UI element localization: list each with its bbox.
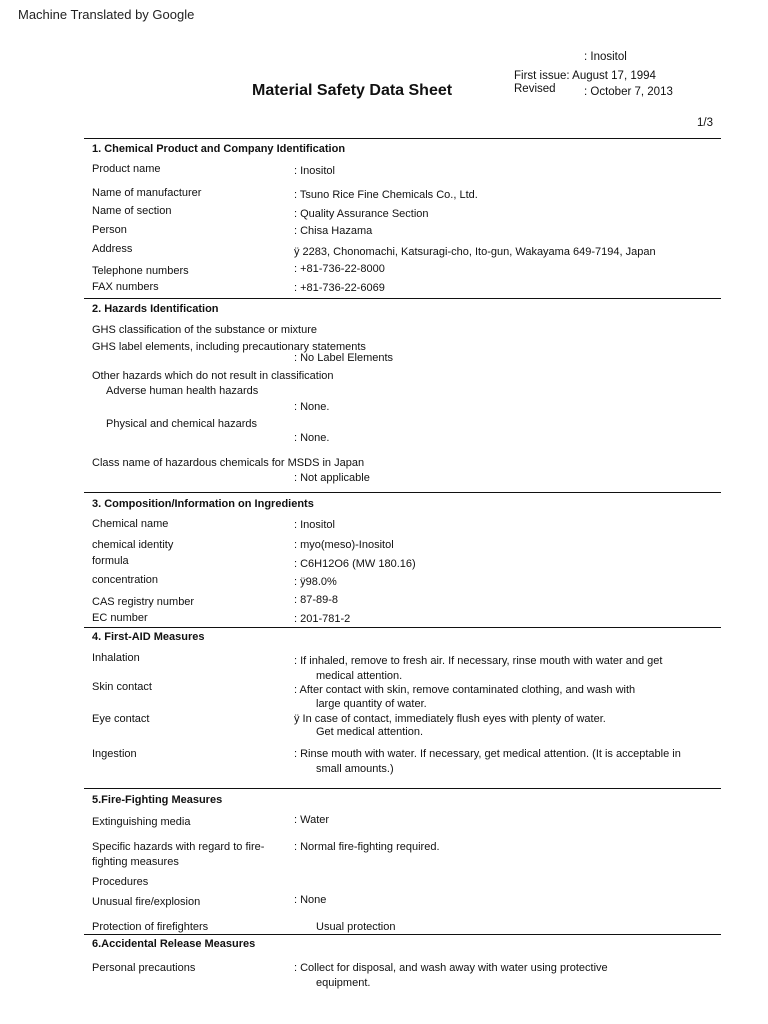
section-4-title: 4. First-AID Measures (92, 631, 205, 643)
firefighter-protection-label: Protection of firefighters (92, 921, 209, 933)
section-divider (84, 138, 721, 139)
chemical-name-value: : Inositol (294, 519, 335, 531)
section-divider (84, 298, 721, 299)
first-issue-date: First issue: August 17, 1994 (514, 70, 656, 82)
extinguishing-media-label: Extinguishing media (92, 816, 191, 828)
adverse-health-label: Adverse human health hazards (106, 385, 259, 397)
chemical-identity-label: chemical identity (92, 539, 174, 551)
telephone-label: Telephone numbers (92, 265, 189, 277)
page-title: Material Safety Data Sheet (252, 82, 453, 99)
cas-number-value: : 87-89-8 (294, 594, 339, 606)
extinguishing-media-value: : Water (294, 814, 330, 826)
section-divider (84, 492, 721, 493)
firefighter-protection-value: Usual protection (316, 921, 396, 933)
inhalation-value: : If inhaled, remove to fresh air. If necessary, rinse mouth with water and get (294, 655, 663, 667)
ghs-classification-label: GHS classification of the substance or mixture (92, 324, 317, 336)
eye-contact-value: ÿ In case of contact, immediately flush eyes with plenty of water. (294, 713, 606, 725)
product-name-value: : Inositol (294, 165, 335, 177)
page-number: 1/3 (697, 117, 713, 129)
personal-precautions-value: : Collect for disposal, and wash away with water using protective (294, 962, 608, 974)
section-2-title: 2. Hazards Identification (92, 303, 219, 315)
section-name-label: Name of section (92, 205, 172, 217)
physical-chemical-value: : None. (294, 432, 330, 444)
msds-class-label: Class name of hazardous chemicals for MSDS in Japan (92, 457, 365, 469)
fax-label: FAX numbers (92, 281, 159, 293)
fax-value: : +81-736-22-6069 (294, 282, 385, 294)
skin-contact-label: Skin contact (92, 681, 152, 693)
chemical-identity-value: : myo(meso)-Inositol (294, 539, 394, 551)
skin-contact-value: : After contact with skin, remove contaminated clothing, and wash with (294, 684, 636, 696)
ec-number-value: : 201-781-2 (294, 613, 351, 625)
other-hazards-label: Other hazards which do not result in classification (92, 370, 334, 382)
inhalation-value-cont: medical attention. (316, 670, 403, 682)
header-product-name: : Inositol (584, 51, 627, 63)
ingestion-value: : Rinse mouth with water. If necessary, get medical attention. (It is acceptable in (294, 748, 681, 760)
eye-contact-value-cont: Get medical attention. (316, 726, 424, 738)
address-label: Address (92, 243, 133, 255)
manufacturer-label: Name of manufacturer (92, 187, 202, 199)
adverse-health-value: : None. (294, 401, 330, 413)
concentration-label: concentration (92, 574, 159, 586)
personal-precautions-value-cont: equipment. (316, 977, 371, 989)
ingestion-value-cont: small amounts.) (316, 763, 394, 775)
personal-precautions-label: Personal precautions (92, 962, 196, 974)
unusual-fire-label: Unusual fire/explosion (92, 896, 201, 908)
ghs-label-elements-label: GHS label elements, including precautionary statements (92, 341, 366, 353)
formula-value: : C6H12O6 (MW 180.16) (294, 558, 416, 570)
ingestion-label: Ingestion (92, 748, 137, 760)
person-value: : Chisa Hazama (294, 225, 373, 237)
concentration-value: : ÿ98.0% (294, 576, 337, 588)
chemical-name-label: Chemical name (92, 518, 169, 530)
product-name-label: Product name (92, 163, 161, 175)
physical-chemical-label: Physical and chemical hazards (106, 418, 258, 430)
section-divider (84, 627, 721, 628)
revised-date: : October 7, 2013 (584, 86, 673, 98)
specific-hazards-value: : Normal fire-fighting required. (294, 841, 440, 853)
section-5-title: 5.Fire-Fighting Measures (92, 794, 223, 806)
cas-number-label: CAS registry number (92, 596, 195, 608)
inhalation-label: Inhalation (92, 652, 140, 664)
section-name-value: : Quality Assurance Section (294, 208, 429, 220)
section-1-title: 1. Chemical Product and Company Identification (92, 143, 346, 155)
unusual-fire-value: : None (294, 894, 327, 906)
section-divider (84, 788, 721, 789)
machine-translation-banner: Machine Translated by Google (18, 7, 195, 22)
procedures-label: Procedures (92, 876, 149, 888)
msds-class-value: : Not applicable (294, 472, 370, 484)
section-divider (84, 934, 721, 935)
section-3-title: 3. Composition/Information on Ingredients (92, 498, 314, 510)
ghs-label-elements-value: : No Label Elements (294, 352, 394, 364)
telephone-value: : +81-736-22-8000 (294, 263, 385, 275)
ec-number-label: EC number (92, 612, 148, 624)
formula-label: formula (92, 555, 129, 567)
revised-label: Revised (514, 83, 556, 95)
specific-hazards-label: Specific hazards with regard to fire-fighting measures (92, 841, 265, 868)
skin-contact-value-cont: large quantity of water. (316, 698, 427, 710)
eye-contact-label: Eye contact (92, 713, 150, 725)
manufacturer-value: : Tsuno Rice Fine Chemicals Co., Ltd. (294, 189, 478, 201)
address-value: ÿ 2283, Chonomachi, Katsuragi-cho, Ito-gun, Wakayama 649-7194, Japan (294, 246, 656, 258)
section-6-title: 6.Accidental Release Measures (92, 938, 256, 950)
person-label: Person (92, 224, 127, 236)
